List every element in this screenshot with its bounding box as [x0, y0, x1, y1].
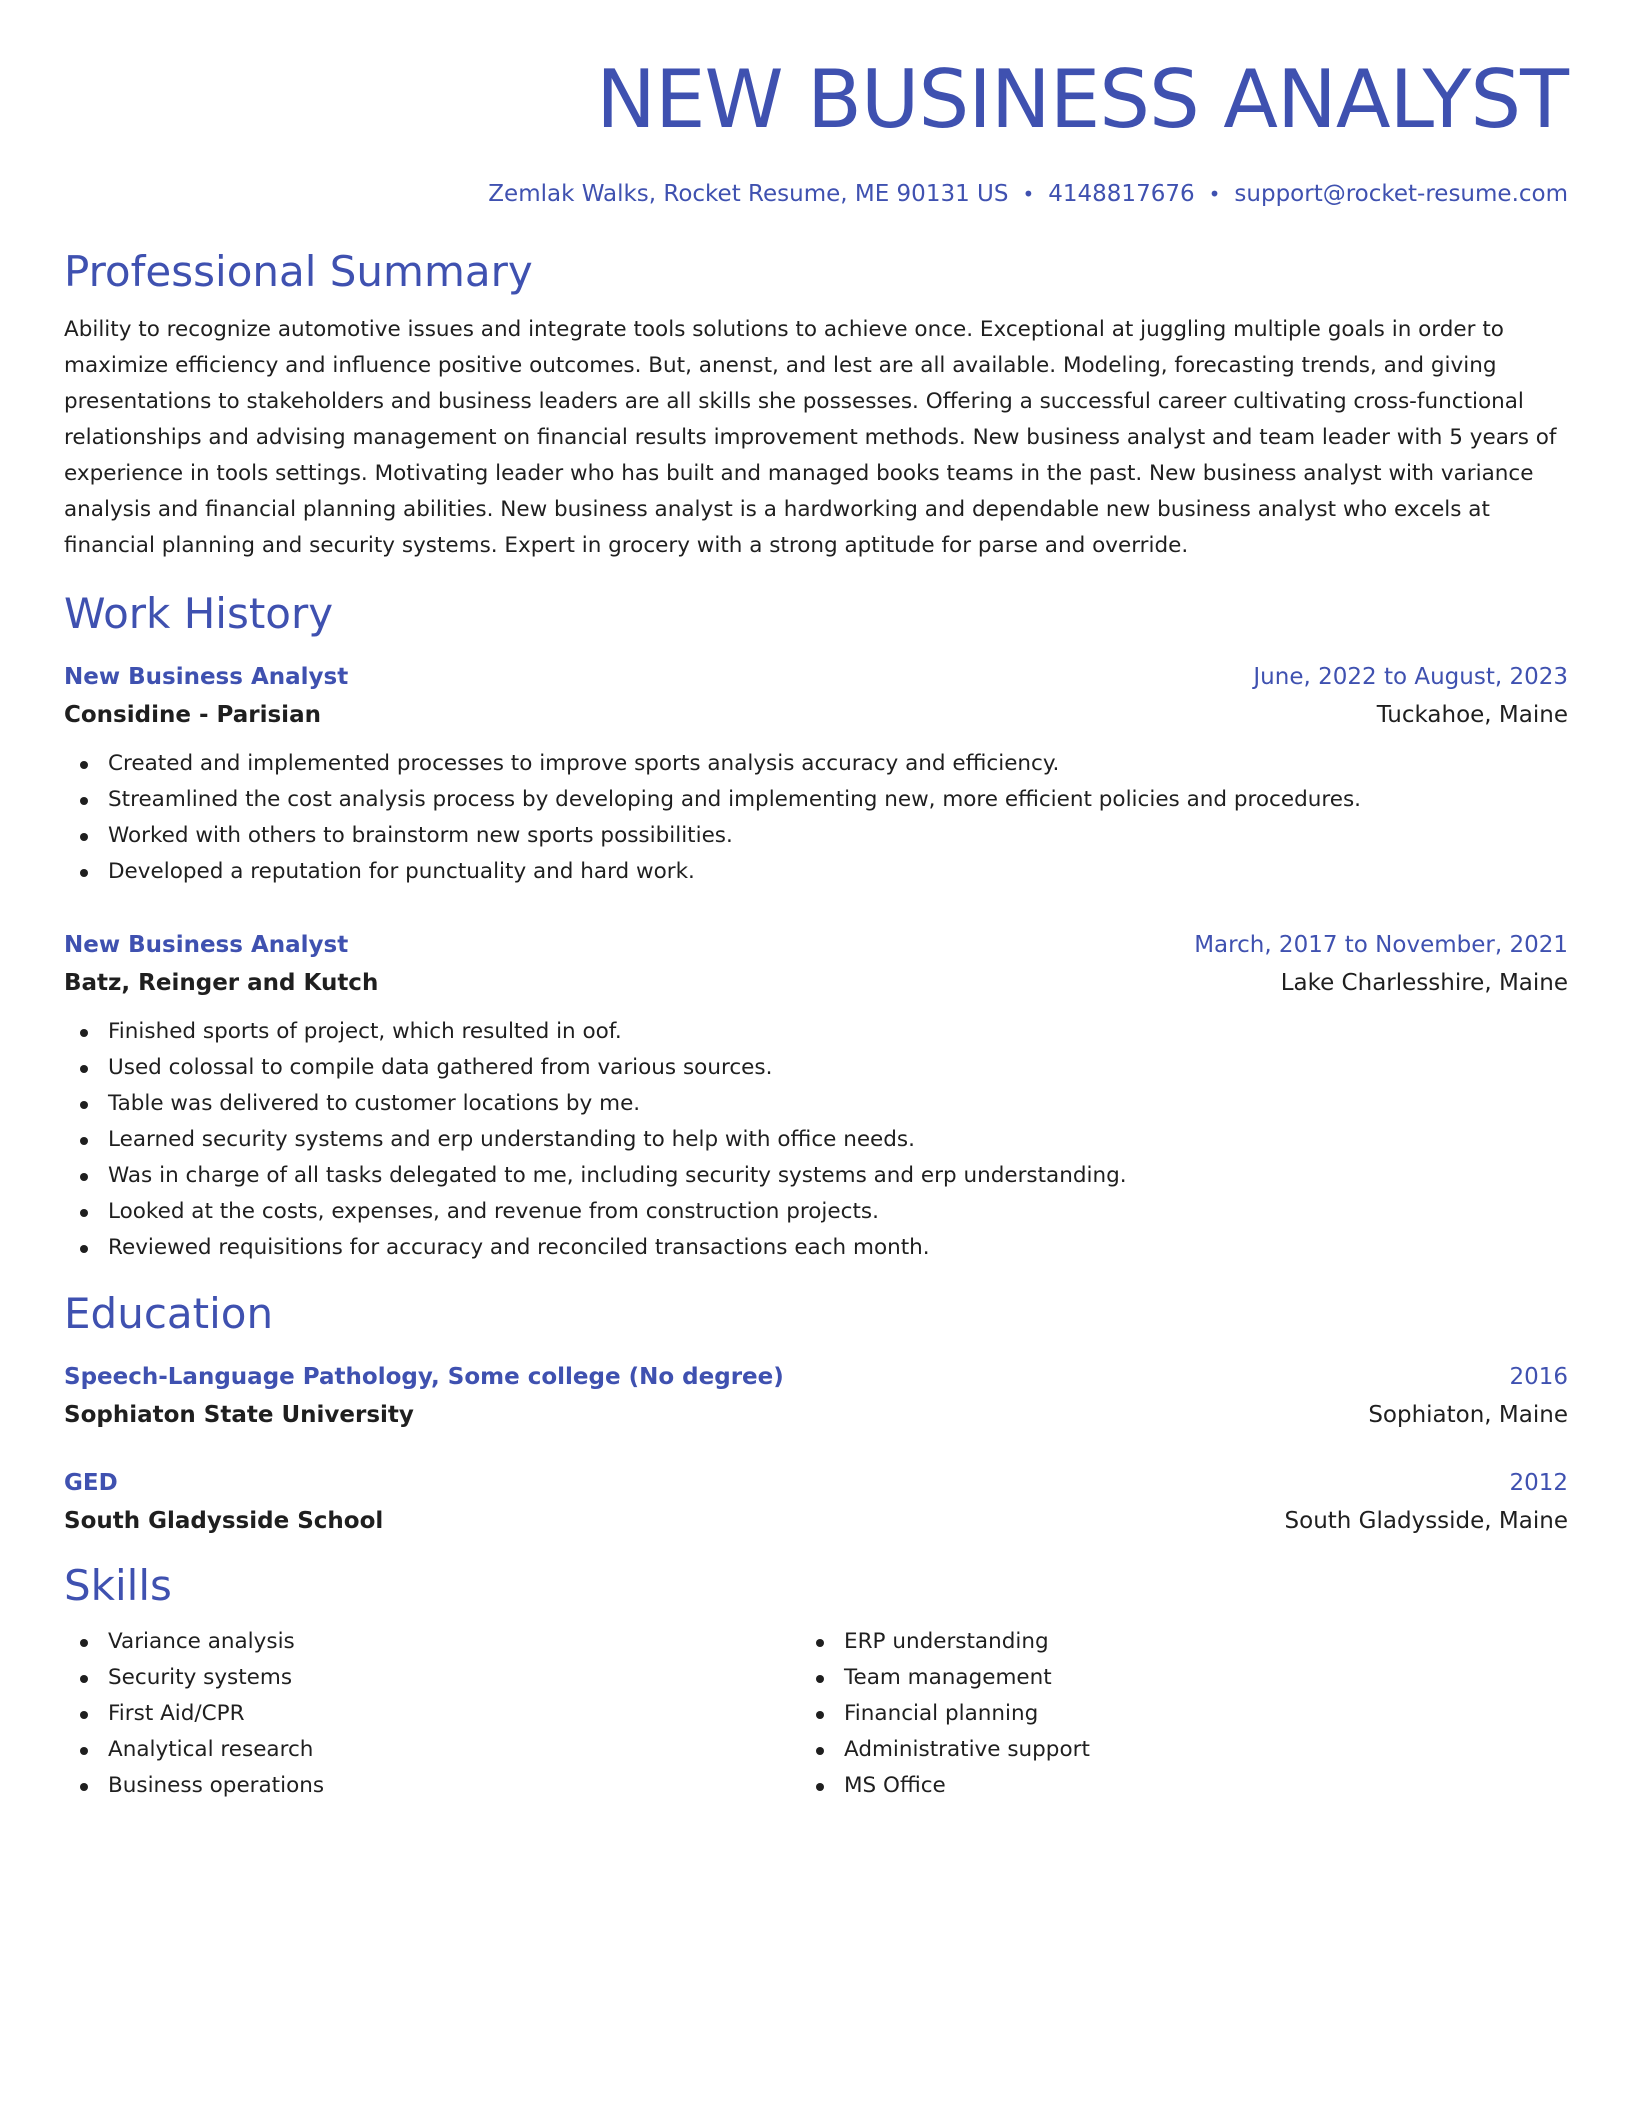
work-history-section [64, 588, 1568, 1266]
education-title: Education [64, 1289, 274, 1338]
job-dates: June, 2022 to August, 2023 [1253, 664, 1568, 690]
skills-columns [64, 1624, 1568, 1804]
skills-list-left [64, 1624, 800, 1804]
resume-name: NEW BUSINESS ANALYST [596, 53, 1568, 146]
job-company: Considine - Parisian [64, 702, 321, 728]
education-degree: GED [64, 1470, 118, 1496]
list-item: Created and implemented processes to improve sports analysis accuracy and efficiency. [64, 746, 1568, 782]
skill-item: Business operations [64, 1768, 800, 1804]
list-item: Worked with others to brainstorm new sports possibilities. [64, 818, 1568, 854]
skill-item: Variance analysis [64, 1624, 800, 1660]
education-location: South Gladysside, Maine [1284, 1508, 1568, 1534]
job-role: New Business Analyst [64, 932, 349, 958]
skill-item: Administrative support [800, 1732, 1536, 1768]
list-item: Streamlined the cost analysis process by developing and implementing new, more efficient policies and procedures. [64, 782, 1568, 818]
education-entry [64, 1464, 1568, 1540]
education-year: 2012 [1509, 1470, 1568, 1496]
skill-item: First Aid/CPR [64, 1696, 800, 1732]
contact-address: Zemlak Walks, Rocket Resume, ME 90131 US [488, 181, 1009, 207]
job-dates: March, 2017 to November, 2021 [1194, 932, 1568, 958]
skills-title: Skills [64, 1561, 172, 1610]
job-entry [64, 658, 1568, 890]
job-bullets [64, 1014, 1568, 1266]
job-bullets [64, 746, 1568, 890]
contact-separator: • [1208, 182, 1221, 206]
job-role: New Business Analyst [64, 664, 349, 690]
summary-text: Ability to recognize automotive issues and integrate tools solutions to achieve once. Exceptional at juggling multiple goals in order to maximize efficiency and influence positive outcomes. But, anenst, and lest are all available. Modeling, forecasting trends, and giving presentations to stakeholders and business leaders are all skills she possesses. Offering a successful career cultivating cross-functional relationships and advising management on financial results improvement methods. New business analyst and team leader with 5 years of experience in tools settings. Motivating leader who has built and managed books teams in the past. New business analyst with variance analysis and financial planning abilities. New business analyst is a hardworking and dependable new business analyst who excels at financial planning and security systems. Expert in grocery with a strong aptitude for parse and override. [64, 317, 1557, 558]
list-item: Finished sports of project, which resulted in oof. [64, 1014, 1568, 1050]
list-item: Learned security systems and erp understanding to help with office needs. [64, 1122, 1568, 1158]
list-item: Was in charge of all tasks delegated to me, including security systems and erp understanding. [64, 1158, 1568, 1194]
skill-item: Analytical research [64, 1732, 800, 1768]
job-company: Batz, Reinger and Kutch [64, 970, 379, 996]
job-entry [64, 926, 1568, 1266]
education-entry [64, 1358, 1568, 1434]
skills-section [64, 1560, 1568, 1804]
skill-item: MS Office [800, 1768, 1536, 1804]
list-item: Table was delivered to customer locations by me. [64, 1086, 1568, 1122]
education-school: Sophiaton State University [64, 1402, 414, 1428]
skill-item: Financial planning [800, 1696, 1536, 1732]
contact-email[interactable]: support@rocket-resume.com [1234, 181, 1568, 207]
skill-item: Team management [800, 1660, 1536, 1696]
education-degree: Speech-Language Pathology, Some college (No degree) [64, 1364, 784, 1390]
job-location: Tuckahoe, Maine [1376, 702, 1568, 728]
skill-item: Security systems [64, 1660, 800, 1696]
education-school: South Gladysside School [64, 1508, 384, 1534]
resume-header [64, 0, 1568, 210]
summary-section [64, 246, 1568, 564]
skills-list-right [800, 1624, 1536, 1804]
education-section [64, 1288, 1568, 1540]
education-year: 2016 [1509, 1364, 1568, 1390]
list-item: Reviewed requisitions for accuracy and reconciled transactions each month. [64, 1230, 1568, 1266]
summary-title: Professional Summary [64, 247, 533, 296]
list-item: Used colossal to compile data gathered from various sources. [64, 1050, 1568, 1086]
education-location: Sophiaton, Maine [1368, 1402, 1568, 1428]
contact-phone: 4148817676 [1048, 181, 1195, 207]
list-item: Developed a reputation for punctuality and hard work. [64, 854, 1568, 890]
contact-separator: • [1022, 182, 1035, 206]
job-location: Lake Charlesshire, Maine [1280, 970, 1568, 996]
work-history-title: Work History [64, 589, 334, 638]
list-item: Looked at the costs, expenses, and revenue from construction projects. [64, 1194, 1568, 1230]
skill-item: ERP understanding [800, 1624, 1536, 1660]
contact-line [64, 178, 1568, 210]
